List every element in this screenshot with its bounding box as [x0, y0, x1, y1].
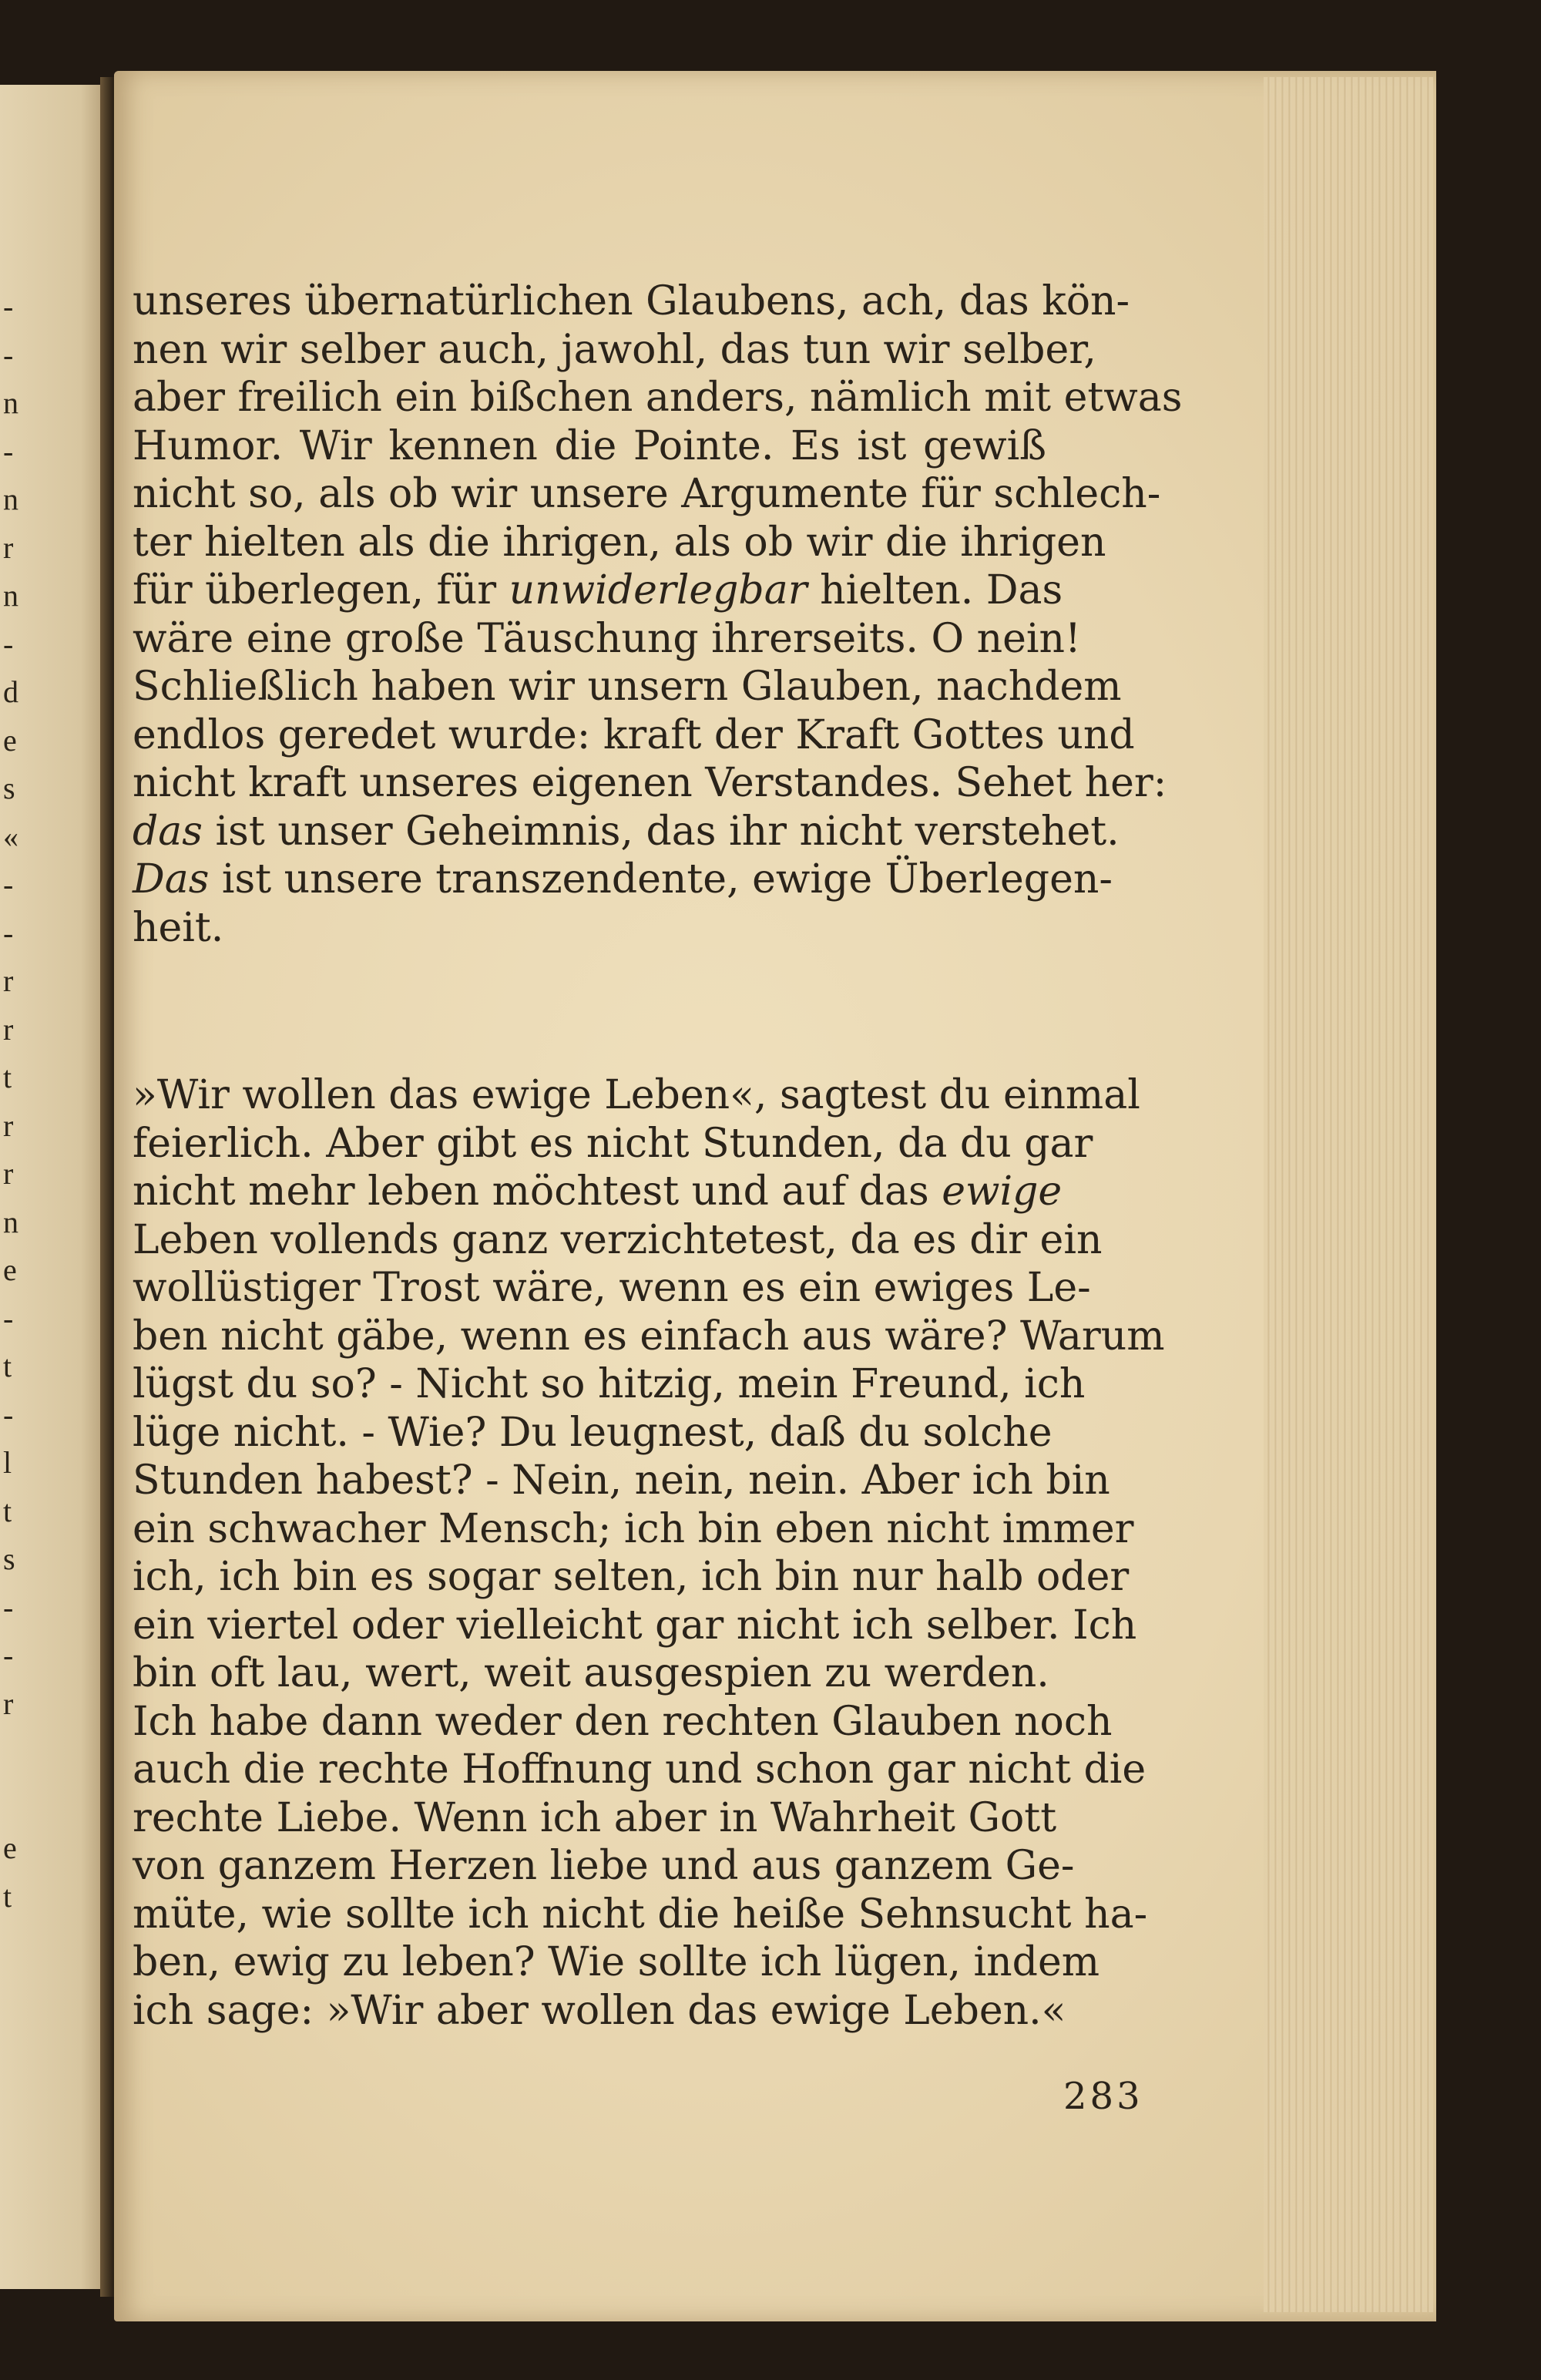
text-line: von ganzem Herzen liebe und aus ganzem Ge-: [133, 1843, 1075, 1889]
text-line: nicht kraft unseres eigenen Verstandes. Sehet her:: [133, 760, 1167, 806]
margin-fragment: n: [3, 482, 18, 516]
text-line: Stunden habest? - Nein, nein, nein. Aber ich bin: [133, 1457, 1110, 1504]
margin-fragment: -: [3, 1589, 14, 1625]
margin-fragment: n: [3, 1204, 18, 1239]
margin-fragment: n: [3, 385, 18, 420]
text-line: ben, ewig zu leben? Wie sollte ich lügen, indem: [133, 1939, 1100, 1985]
text-line: rechte Liebe. Wenn ich aber in Wahrheit Gott: [133, 1794, 1057, 1841]
text-line: ein viertel oder vielleicht gar nicht ich selber. Ich: [133, 1602, 1137, 1649]
text-line: auch die rechte Hoffnung und schon gar nicht die: [133, 1746, 1147, 1793]
text-line: ein schwacher Mensch; ich bin eben nicht immer: [133, 1505, 1134, 1552]
margin-fragment: s: [3, 1541, 15, 1576]
text-line: unseres übernatürlichen Glaubens, ach, das kön-: [133, 278, 1130, 324]
text-line: ich, ich bin es sogar selten, ich bin nur halb oder: [133, 1554, 1130, 1600]
margin-fragment: n: [3, 578, 18, 613]
text-line: bin oft lau, wert, weit ausgespien zu werden.: [133, 1650, 1049, 1696]
margin-fragment: «: [3, 819, 18, 854]
page-number: 283: [1063, 2075, 1143, 2118]
margin-fragment: -: [3, 626, 14, 661]
text-line: heit.: [133, 904, 224, 951]
margin-fragment: d: [3, 674, 18, 709]
margin-fragment: -: [3, 1638, 14, 1672]
emphasis: ewige: [942, 1168, 1063, 1215]
text-line: Leben vollends ganz verzichtetest, da es dir ein: [133, 1216, 1103, 1263]
text-line: nicht so, als ob wir unsere Argumente für schlech-: [133, 471, 1161, 517]
margin-fragment: r: [3, 1108, 14, 1143]
margin-fragment: -: [3, 433, 14, 469]
margin-fragment: t: [3, 1060, 12, 1094]
margin-fragment: r: [3, 529, 14, 565]
margin-fragment: -: [3, 289, 14, 324]
text-line: ben nicht gäbe, wenn es einfach aus wäre? Warum: [133, 1313, 1165, 1360]
text-line: ter hielten als die ihrigen, als ob wir die ihrigen: [133, 519, 1106, 566]
margin-fragment: -: [3, 337, 14, 372]
text-line: endlos geredet wurde: kraft der Kraft Gottes und: [133, 711, 1135, 758]
text-line: feierlich. Aber gibt es nicht Stunden, da du gar: [133, 1120, 1093, 1167]
margin-fragment: -: [3, 1397, 14, 1432]
margin-fragment: -: [3, 867, 14, 902]
margin-fragment: t: [3, 1878, 12, 1914]
previous-page-margin-fragments: [0, 85, 31, 2289]
text-line: aber freilich ein bißchen anders, nämlich mit etwas: [133, 375, 1183, 421]
emphasis: unwiderlegbar: [509, 567, 807, 613]
text-line: müte, wie sollte ich nicht die heiße Sehnsucht ha-: [133, 1891, 1148, 1938]
text-line: Das ist unsere transzendente, ewige Überlegen-: [133, 856, 1113, 903]
text-line: für überlegen, für unwiderlegbar hielten. Das: [133, 567, 1063, 613]
margin-fragment: r: [3, 963, 14, 998]
margin-fragment: r: [3, 1156, 14, 1191]
text-line: Humor. Wir kennen die Pointe. Es ist gewiß: [133, 422, 1046, 469]
margin-fragment: t: [3, 1349, 12, 1383]
margin-fragment: -: [3, 1300, 14, 1336]
text-line: ich sage: »Wir aber wollen das ewige Leben.«: [133, 1987, 1066, 2034]
margin-fragment: t: [3, 1493, 12, 1528]
text-line: lüge nicht. - Wie? Du leugnest, daß du solche: [133, 1409, 1053, 1456]
margin-fragment: e: [3, 1252, 17, 1287]
emphasis: das: [133, 808, 203, 855]
text-line: nicht mehr leben möchtest und auf das ewige: [133, 1168, 1063, 1215]
text-line: nen wir selber auch, jawohl, das tun wir selber,: [133, 326, 1096, 373]
page-block-edges: [1264, 77, 1433, 2312]
text-line: das ist unser Geheimnis, das ihr nicht verstehet.: [133, 808, 1120, 855]
text-line: wollüstiger Trost wäre, wenn es ein ewiges Le-: [133, 1265, 1091, 1311]
margin-fragment: e: [3, 722, 17, 758]
margin-fragment: s: [3, 771, 15, 805]
text-line: Ich habe dann weder den rechten Glauben noch: [133, 1698, 1113, 1745]
emphasis: Das: [133, 856, 210, 903]
text-line: lügst du so? - Nicht so hitzig, mein Freund, ich: [133, 1361, 1086, 1407]
margin-fragment: l: [3, 1445, 12, 1480]
previous-page-edge: [0, 85, 116, 2289]
margin-fragment: r: [3, 1686, 14, 1721]
text-line: Schließlich haben wir unsern Glauben, nachdem: [133, 664, 1122, 710]
margin-fragment: -: [3, 915, 14, 950]
book-page: [114, 71, 1436, 2321]
margin-fragment: e: [3, 1830, 17, 1865]
text-line: wäre eine große Täuschung ihrerseits. O nein!: [133, 615, 1081, 662]
margin-fragment: r: [3, 1011, 14, 1047]
text-line: »Wir wollen das ewige Leben«, sagtest du einmal: [133, 1072, 1140, 1118]
